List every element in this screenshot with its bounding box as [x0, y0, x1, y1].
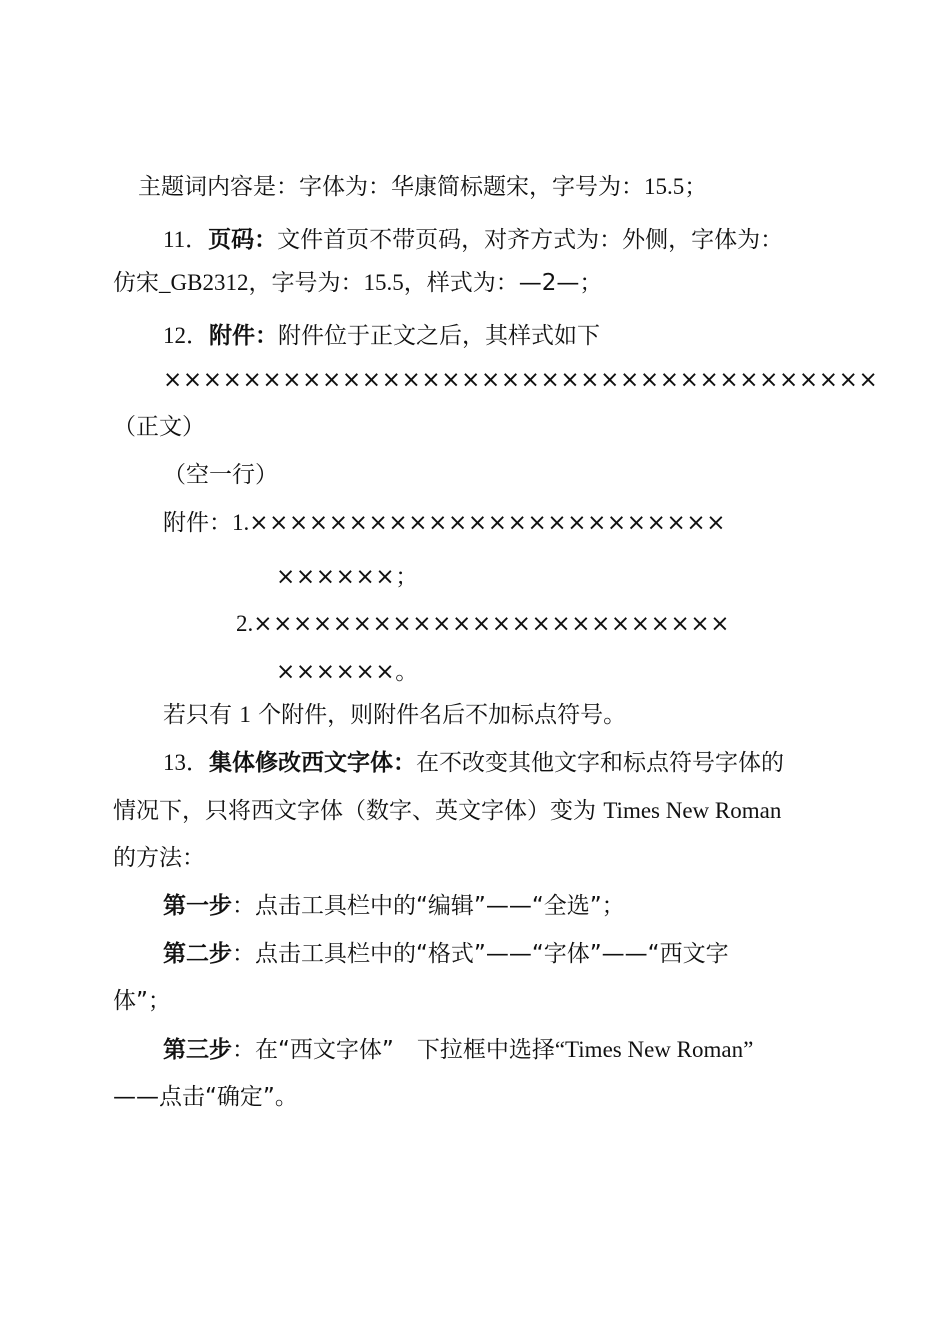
- paragraph-topic-words: 主题词内容是：字体为：华康简标题宋，字号为：15.5；: [138, 174, 708, 200]
- attachment-2-line1: 2.××××××××××××××××××××××××: [236, 611, 731, 637]
- step-2-line2: 体”；: [113, 988, 171, 1014]
- step-1: 第一步：点击工具栏中的“编辑”——“全选”；: [163, 893, 625, 919]
- paragraph-13-line2: 情况下，只将西文字体（数字、英文字体）变为 Times New Roman: [113, 798, 782, 824]
- paragraph-12-body-x: ××××××××××××××××××××××××××××××××××××: [163, 367, 879, 393]
- step-2-line1: 第二步：点击工具栏中的“格式”——“字体”——“西文字: [163, 941, 729, 967]
- step-3-line2: ——点击“确定”。: [113, 1084, 298, 1110]
- paragraph-12-blank-line: （空一行）: [163, 462, 278, 488]
- paragraph-12-line1: 12．附件：附件位于正文之后，其样式如下: [163, 323, 600, 349]
- attachment-1-line1: 附件：1.××××××××××××××××××××××××: [163, 510, 727, 536]
- paragraph-13-line3: 的方法：: [113, 845, 205, 871]
- paragraph-11-line1: 11．页码：文件首页不带页码，对齐方式为：外侧，字体为：: [163, 227, 784, 253]
- step-3-line1: 第三步：在“西文字体” 下拉框中选择“Times New Roman”: [163, 1037, 754, 1063]
- paragraph-11-line2: 仿宋_GB2312，字号为：15.5，样式为：—2—；: [113, 270, 603, 296]
- attachment-1-line2: ××××××；: [276, 564, 419, 590]
- paragraph-12-note: 若只有 1 个附件，则附件名后不加标点符号。: [163, 702, 627, 728]
- paragraph-13-line1: 13．集体修改西文字体：在不改变其他文字和标点符号字体的: [163, 750, 784, 776]
- attachment-2-line2: ××××××。: [276, 659, 419, 685]
- paragraph-12-body-label: （正文）: [113, 414, 205, 440]
